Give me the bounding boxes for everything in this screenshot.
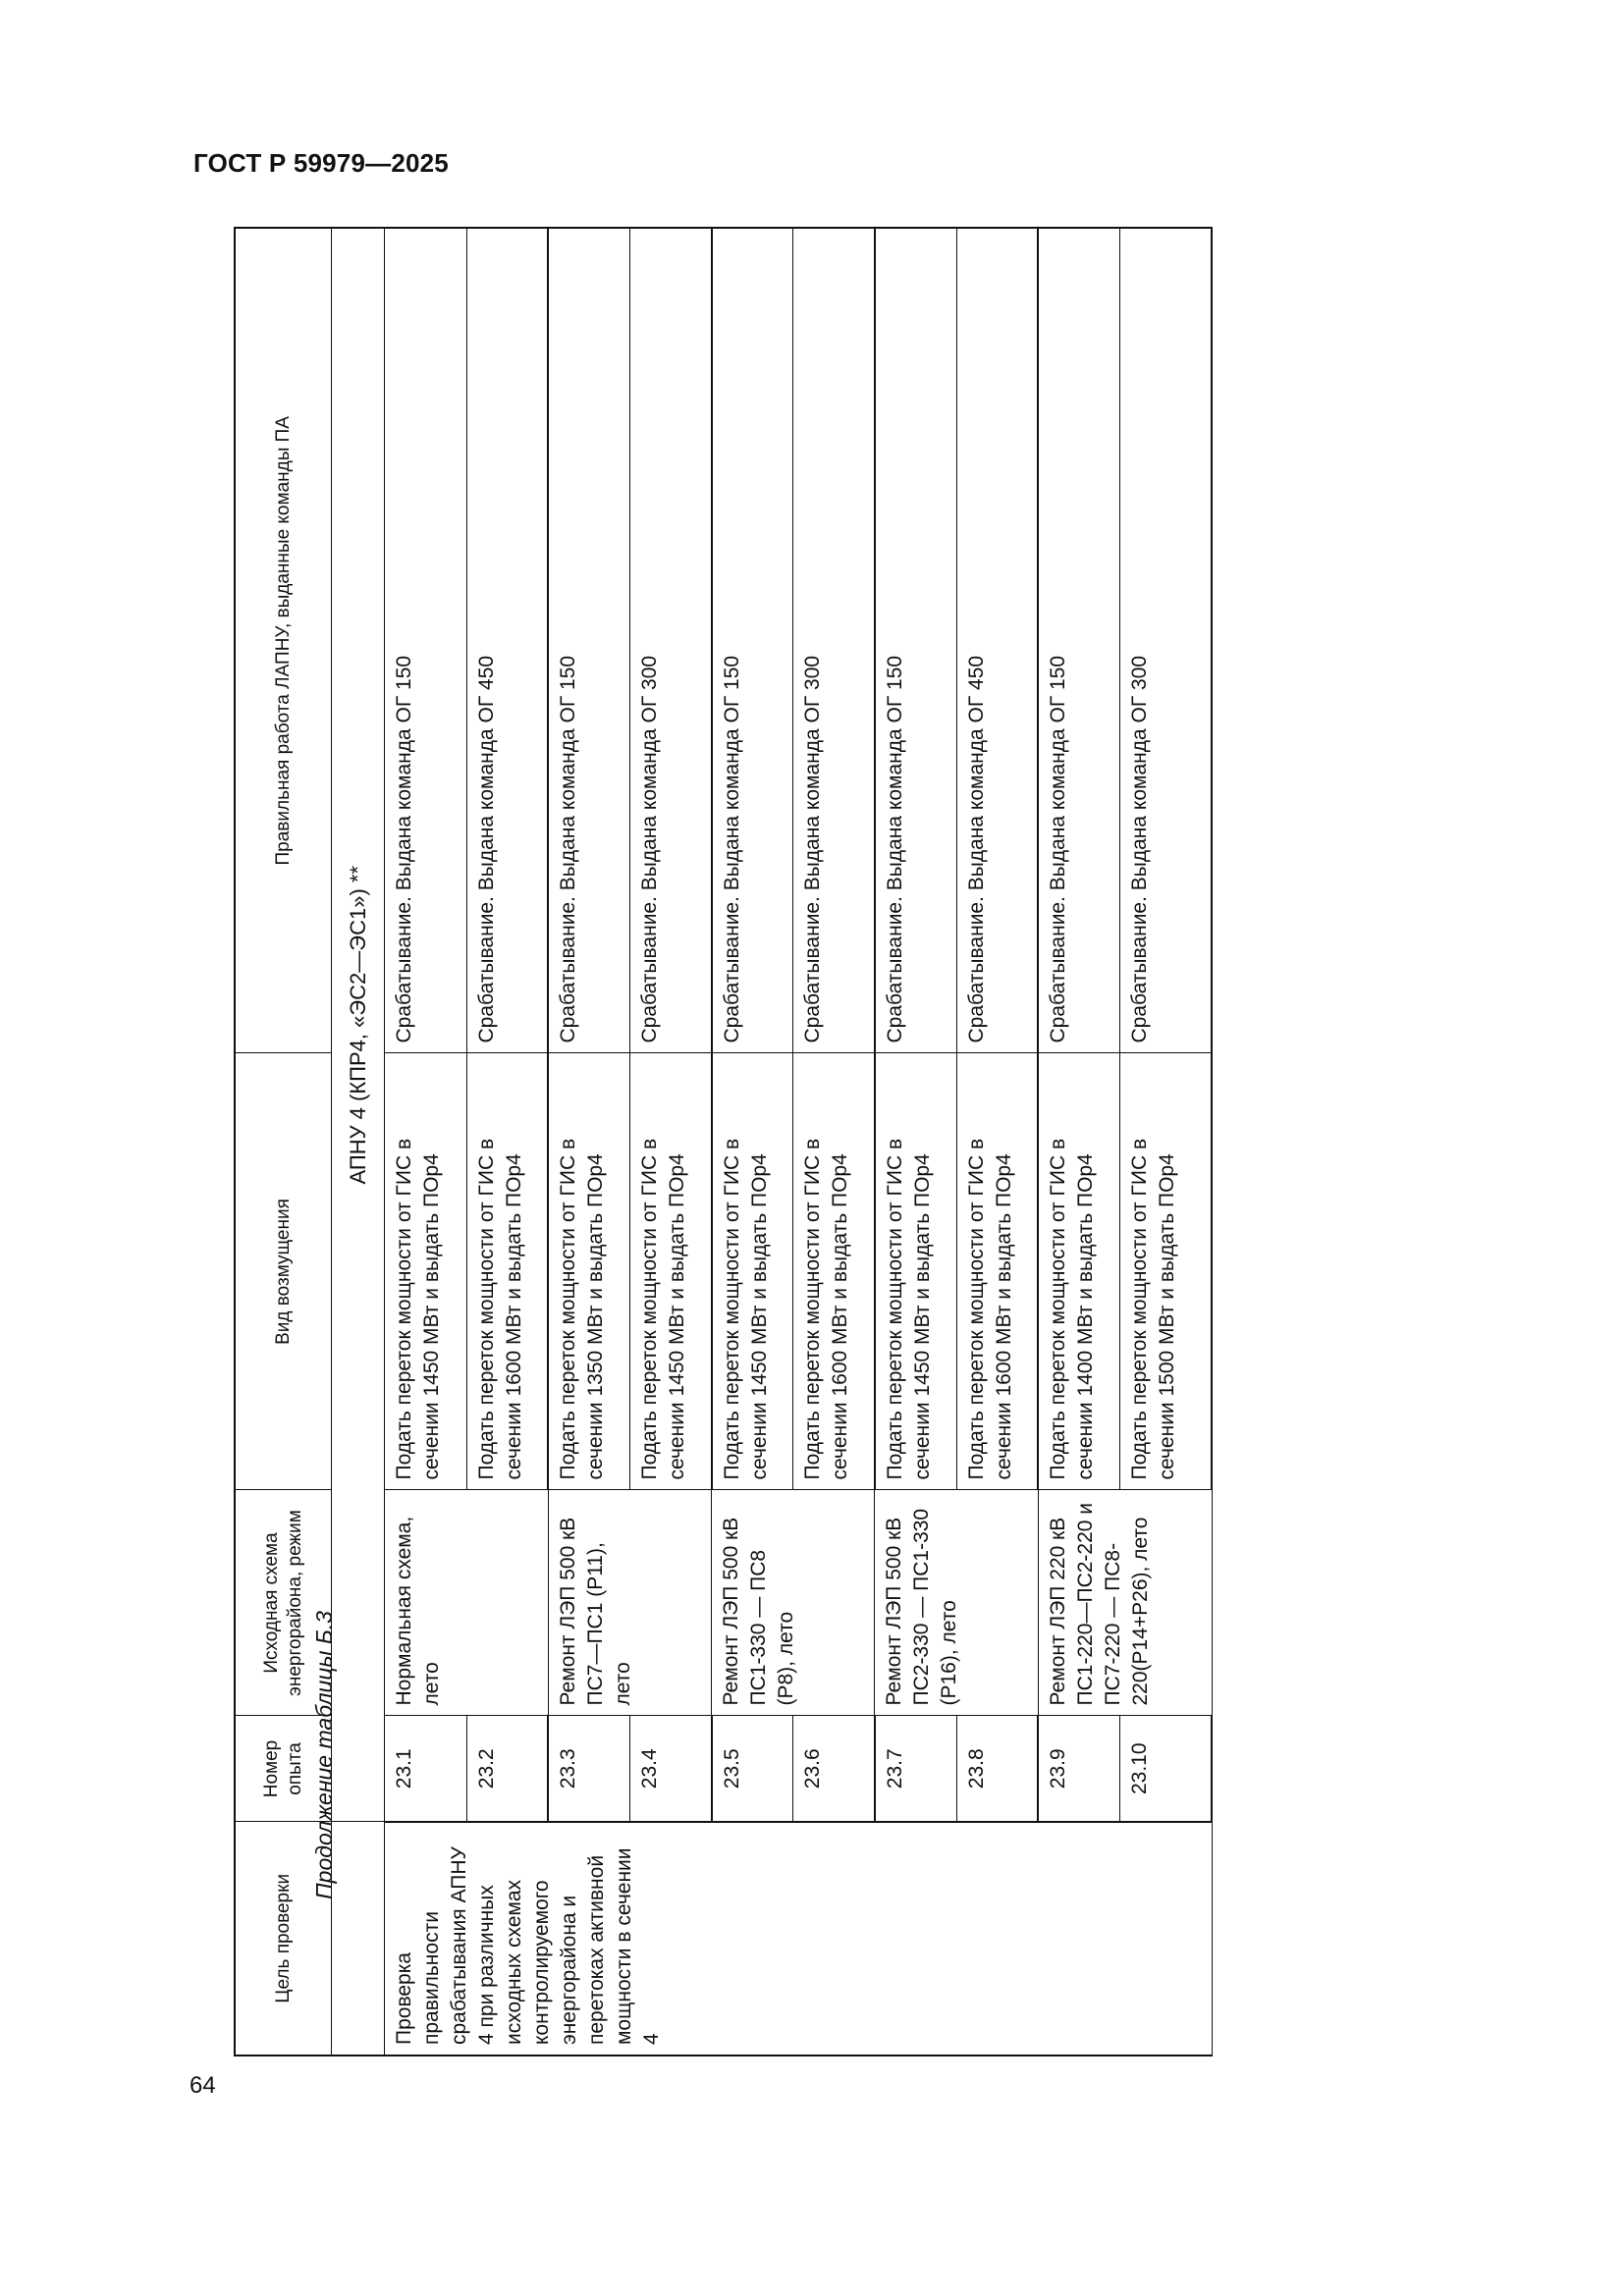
group-title: АПНУ 4 (КПР4, «ЭС2—ЭС1») ** [332, 228, 385, 1822]
disturbance-cell: Подать переток мощности от ГИС в сечении 1450 МВт и выдать ПОр4 [385, 1053, 466, 1490]
table-caption: Продолжение таблицы Б.3 [311, 1611, 337, 1899]
test-number-cell: 23.2 [466, 1716, 548, 1822]
document-code: ГОСТ Р 59979—2025 [193, 148, 449, 178]
disturbance-cell: Подать переток мощности от ГИС в сечении 1450 МВт и выдать ПОр4 [712, 1053, 793, 1490]
scheme-cell: Ремонт ЛЭП 500 кВ ПС2-330 — ПС1-330 (Р16), лето [875, 1490, 1038, 1716]
table-row [956, 228, 1038, 2056]
disturbance-cell: Подать переток мощности от ГИС в сечении 1500 МВт и выдать ПОр4 [1119, 1053, 1212, 1490]
result-cell: Срабатывание. Выдана команда ОГ 150 [712, 228, 793, 1053]
group-header-row [332, 228, 385, 2056]
table-row [548, 228, 629, 2056]
table-row [712, 228, 793, 2056]
test-number-cell: 23.5 [712, 1716, 793, 1822]
test-number-cell: 23.6 [793, 1716, 875, 1822]
result-cell: Срабатывание. Выдана команда ОГ 300 [629, 228, 711, 1053]
result-cell: Срабатывание. Выдана команда ОГ 450 [956, 228, 1038, 1053]
table-row [1119, 228, 1212, 2056]
test-table [234, 227, 1213, 2056]
table-row [385, 228, 466, 2056]
table-row [466, 228, 548, 2056]
table-header-row [235, 228, 332, 2056]
disturbance-cell: Подать переток мощности от ГИС в сечении 1600 МВт и выдать ПОр4 [956, 1053, 1038, 1490]
scheme-cell: Ремонт ЛЭП 500 кВ ПС1-330 — ПС8 (Р8), лето [712, 1490, 875, 1716]
group-header-stub [332, 1822, 385, 2056]
column-header-initial-scheme: Исходная схема энергорайона, режим [235, 1490, 332, 1716]
disturbance-cell: Подать переток мощности от ГИС в сечении 1450 МВт и выдать ПОр4 [875, 1053, 956, 1490]
rotated-table-holder [234, 229, 1213, 2056]
result-cell: Срабатывание. Выдана команда ОГ 300 [793, 228, 875, 1053]
result-cell: Срабатывание. Выдана команда ОГ 150 [875, 228, 956, 1053]
result-cell: Срабатывание. Выдана команда ОГ 150 [548, 228, 629, 1053]
test-number-cell: 23.10 [1119, 1716, 1212, 1822]
disturbance-cell: Подать переток мощности от ГИС в сечении 1600 МВт и выдать ПОр4 [793, 1053, 875, 1490]
result-cell: Срабатывание. Выдана команда ОГ 300 [1119, 228, 1212, 1053]
column-header-test-number: Номер опыта [235, 1716, 332, 1822]
scheme-cell: Ремонт ЛЭП 220 кВ ПС1-220—ПС2-220 и ПС7-220 — ПС8-220(Р14+Р26), лето [1038, 1490, 1212, 1716]
rotated-table [234, 229, 1213, 2056]
disturbance-cell: Подать переток мощности от ГИС в сечении 1400 МВт и выдать ПОр4 [1038, 1053, 1119, 1490]
purpose-cell: Проверка правильности срабатывания АПНУ 4 при различных исходных схемах контролируемого энергорайона и перетоках активной мощности в сечении 4 [385, 1822, 1212, 2056]
result-cell: Срабатывание. Выдана команда ОГ 150 [1038, 228, 1119, 1053]
column-header-purpose: Цель проверки [235, 1822, 332, 2056]
scheme-cell: Ремонт ЛЭП 500 кВ ПС7—ПС1 (Р11), лето [548, 1490, 711, 1716]
result-cell: Срабатывание. Выдана команда ОГ 150 [385, 228, 466, 1053]
test-number-cell: 23.9 [1038, 1716, 1119, 1822]
test-number-cell: 23.3 [548, 1716, 629, 1822]
scheme-cell: Нормальная схема, лето [385, 1490, 548, 1716]
test-number-cell: 23.1 [385, 1716, 466, 1822]
table-row [875, 228, 956, 2056]
test-number-cell: 23.4 [629, 1716, 711, 1822]
test-number-cell: 23.8 [956, 1716, 1038, 1822]
table-row [1038, 228, 1119, 2056]
disturbance-cell: Подать переток мощности от ГИС в сечении 1600 МВт и выдать ПОр4 [466, 1053, 548, 1490]
table-row [629, 228, 711, 2056]
table-row [793, 228, 875, 2056]
result-cell: Срабатывание. Выдана команда ОГ 450 [466, 228, 548, 1053]
column-header-disturbance: Вид возмущения [235, 1053, 332, 1490]
column-header-expected-result: Правильная работа ЛАПНУ, выданные команды ПА [235, 228, 332, 1053]
test-number-cell: 23.7 [875, 1716, 956, 1822]
disturbance-cell: Подать переток мощности от ГИС в сечении 1450 МВт и выдать ПОр4 [629, 1053, 711, 1490]
disturbance-cell: Подать переток мощности от ГИС в сечении 1350 МВт и выдать ПОр4 [548, 1053, 629, 1490]
page-number: 64 [189, 2072, 216, 2099]
